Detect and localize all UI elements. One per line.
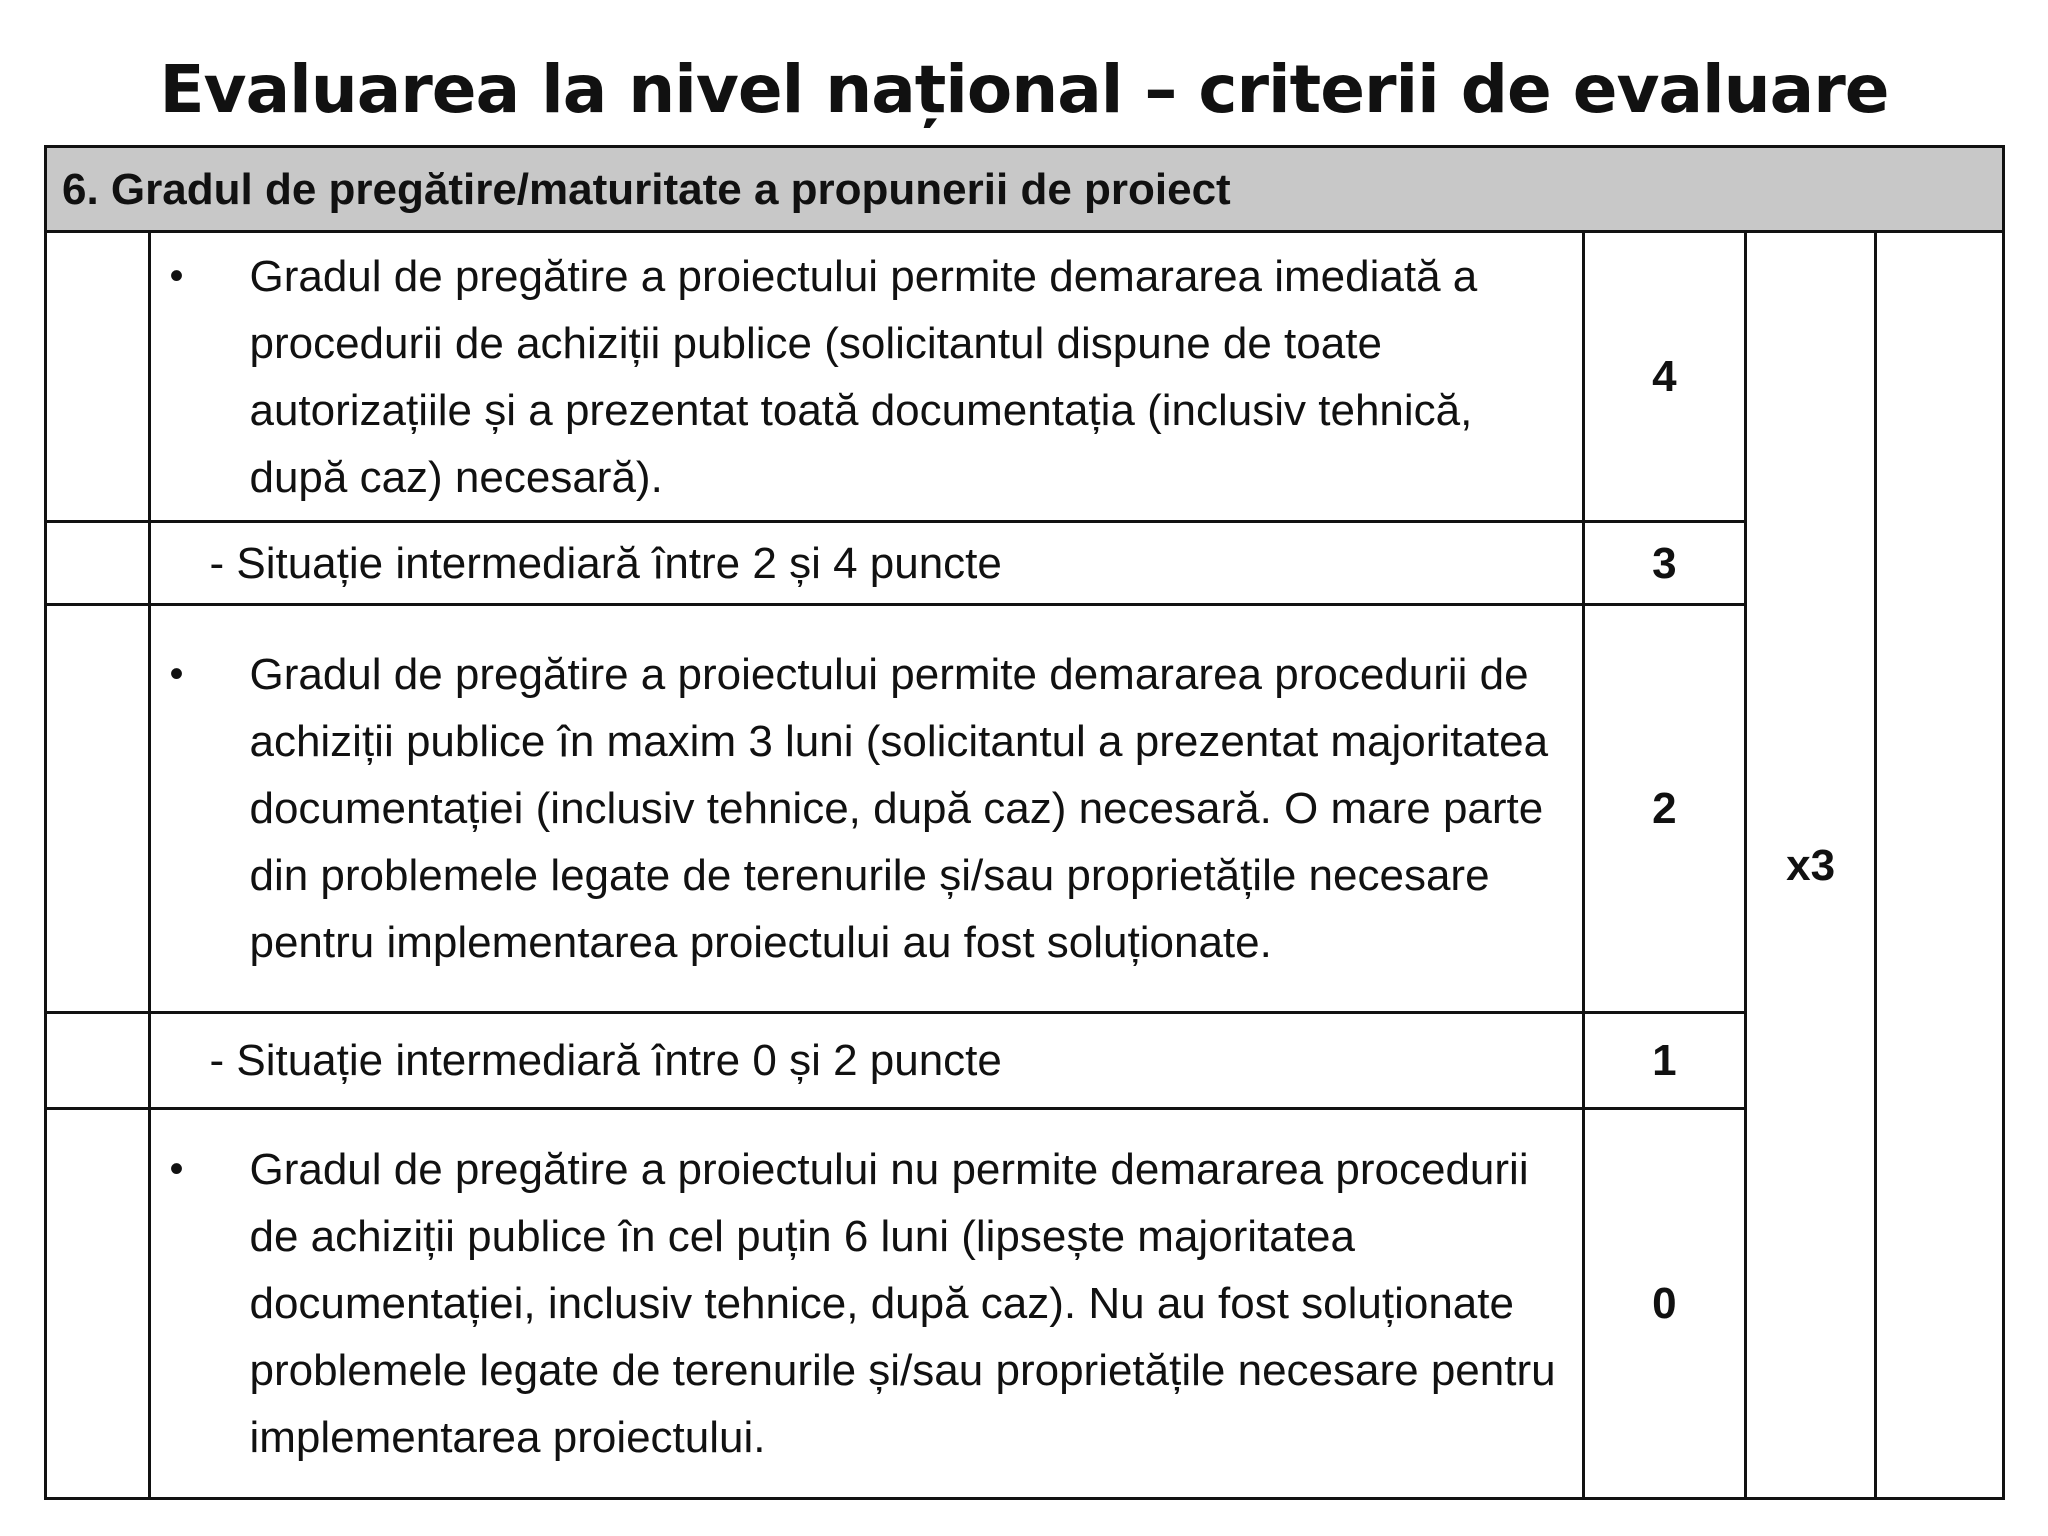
criteria-table (44, 145, 2005, 1500)
criteria-row (46, 1013, 2004, 1109)
criteria-row (46, 1109, 2004, 1499)
bullet-icon: • (169, 1147, 184, 1191)
score-cell: 0 (1584, 1109, 1746, 1499)
score-cell: 1 (1584, 1013, 1746, 1109)
criterion-text: Gradul de pregătire a proiectului permite demararea procedurii de achiziții publice în maxim 3 luni (solicitantul a prezentat majoritatea documentației (inclusiv tehnice, după caz) necesară. O mare parte din problemele legate de terenurile și/sau proprietățile necesare pentru implementarea proiectului au fost soluționate. (249, 650, 1549, 967)
blank-cell (46, 1013, 150, 1109)
blank-cell (46, 1109, 150, 1499)
criterion-text: Gradul de pregătire a proiectului nu permite demararea procedurii de achiziții publice în cel puțin 6 luni (lipsește majoritatea documentației, inclusiv tehnice, după caz). Nu au fost soluționate problemele legate de terenurile și/sau proprietățile necesare pentru implementarea proiectului. (249, 1145, 1556, 1462)
section-header-row (46, 147, 2004, 232)
score-cell: 2 (1584, 605, 1746, 1013)
criterion-text-cell (150, 605, 1584, 1013)
bullet-icon: • (169, 652, 184, 696)
page-title: Evaluarea la nivel național – criterii de evaluare (159, 51, 1889, 128)
result-cell (1876, 232, 2004, 1499)
criterion-text: Gradul de pregătire a proiectului permite demararea imediată a procedurii de achiziții publice (solicitantul dispune de toate autorizațiile și a prezentat toată documentația (inclusiv tehnică, după caz) necesară). (249, 251, 1478, 502)
blank-cell (46, 232, 150, 522)
multiplier-cell: x3 (1745, 232, 1876, 1499)
bullet-icon: • (169, 253, 184, 298)
section-header: 6. Gradul de pregătire/maturitate a propunerii de proiect (46, 147, 2004, 232)
intermediate-text: - Situație intermediară între 2 și 4 puncte (150, 522, 1584, 605)
criterion-text-cell (150, 232, 1584, 522)
score-cell: 4 (1584, 232, 1746, 522)
criterion-text-cell (150, 1109, 1584, 1499)
criteria-row (46, 522, 2004, 605)
criteria-row (46, 232, 2004, 522)
blank-cell (46, 522, 150, 605)
criteria-row (46, 605, 2004, 1013)
blank-cell (46, 605, 150, 1013)
intermediate-text: - Situație intermediară între 0 și 2 puncte (150, 1013, 1584, 1109)
score-cell: 3 (1584, 522, 1746, 605)
